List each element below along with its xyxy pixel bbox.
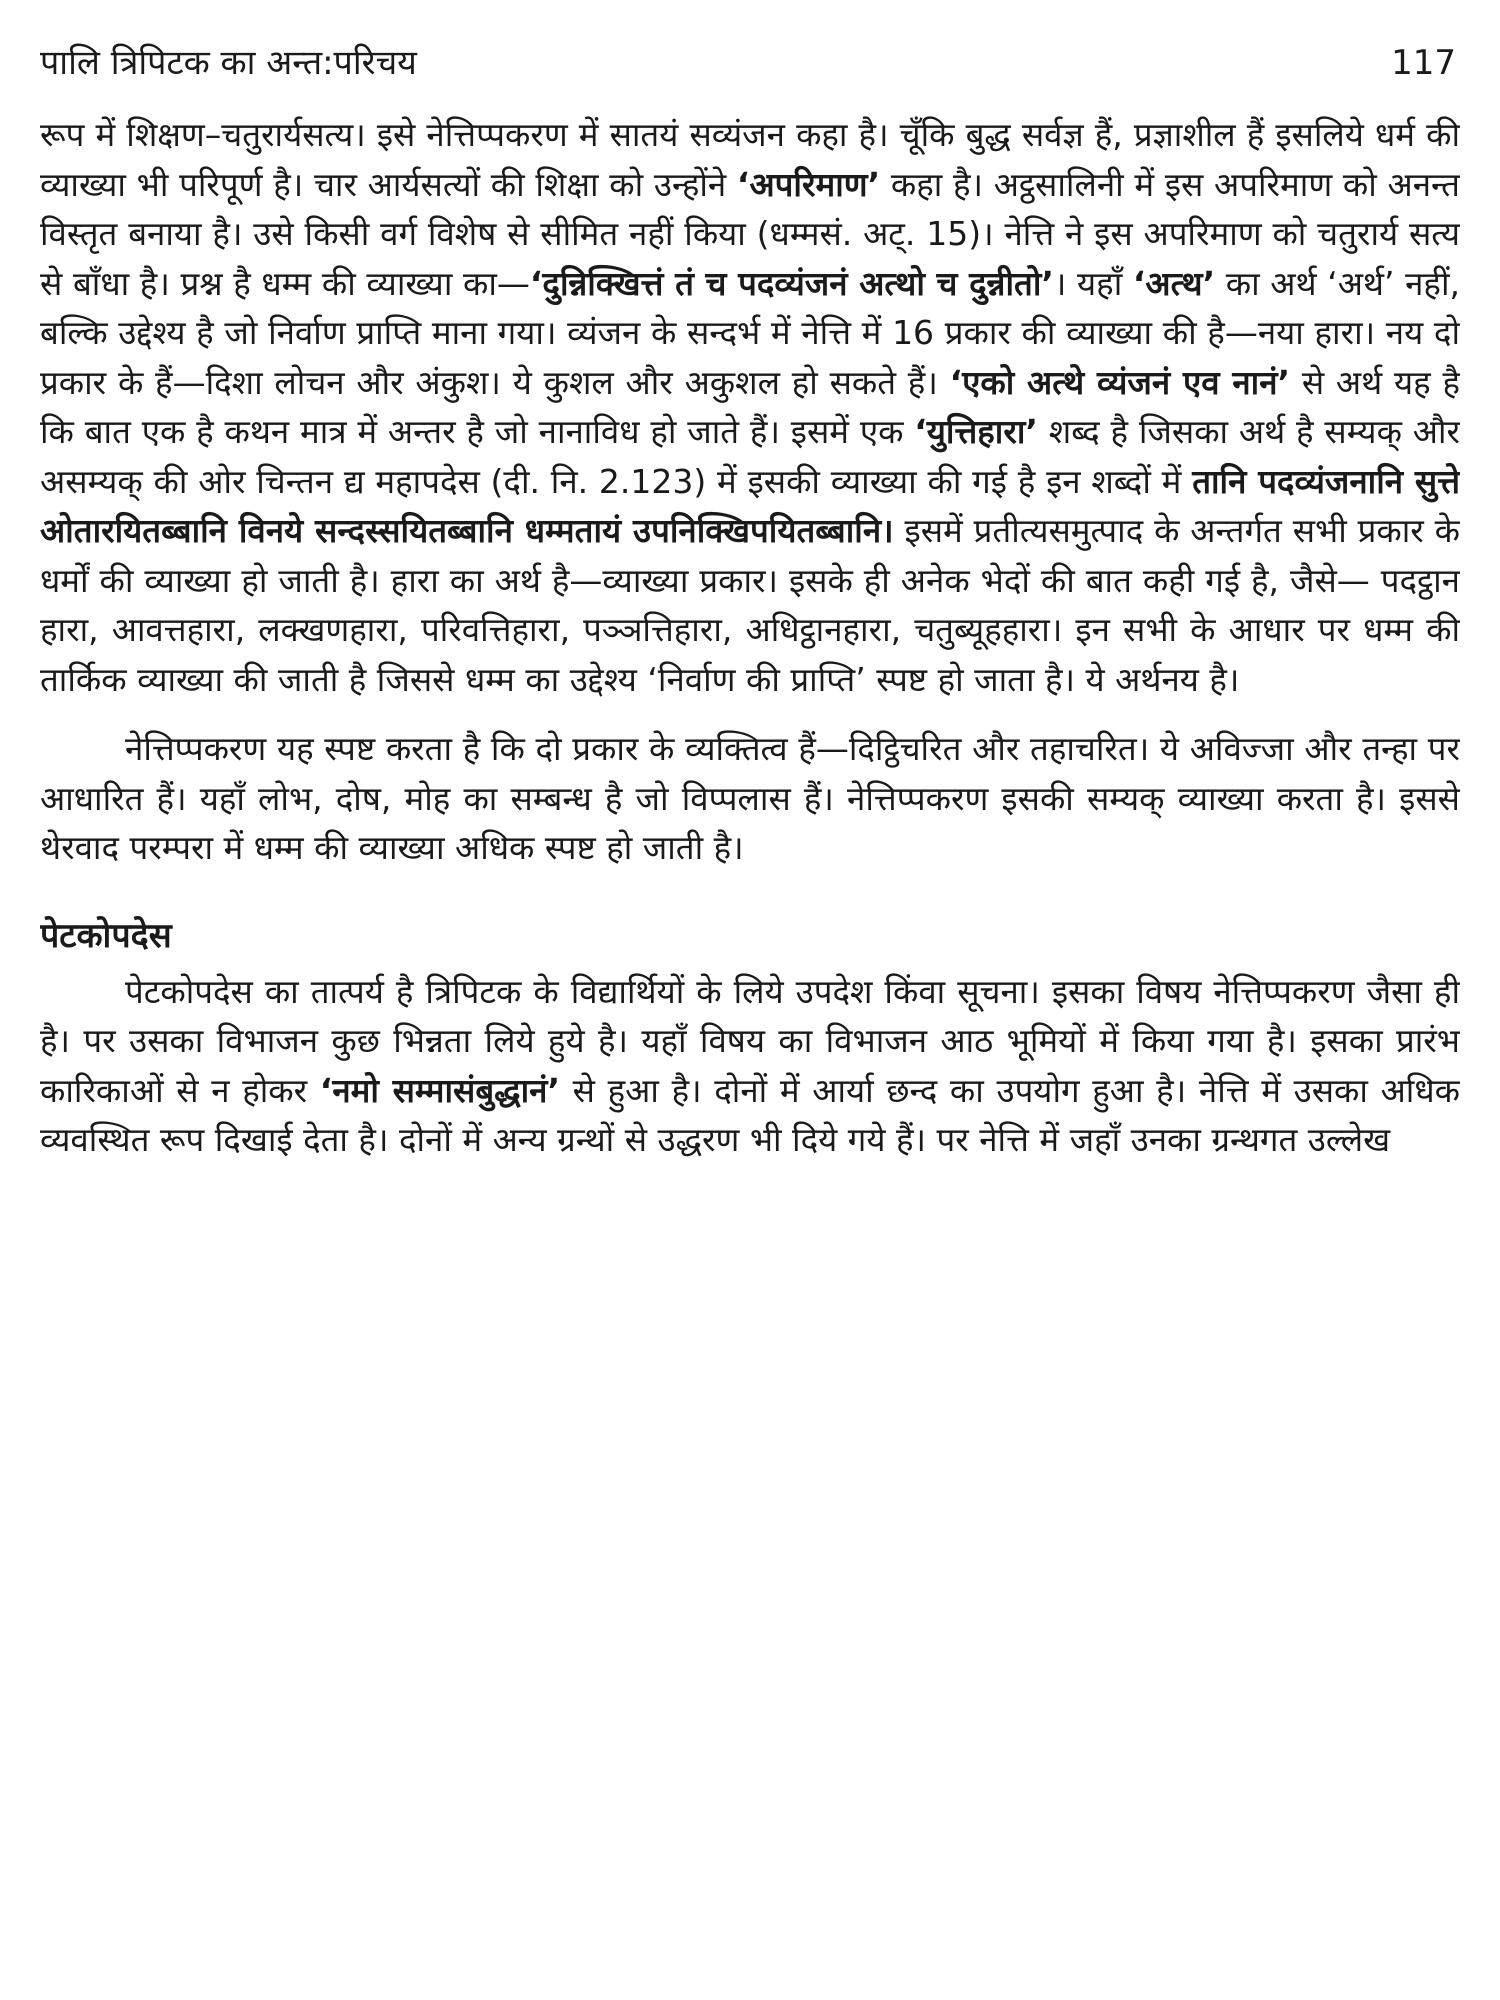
section-heading: पेटकोपदेस <box>40 915 172 956</box>
para1-bold-attha: ‘अत्थ’ <box>1132 263 1216 303</box>
page-number: 117 <box>1391 43 1456 83</box>
paragraph-2: नेत्तिप्पकरण यह स्पष्ट करता है कि दो प्रकार के व्यक्तित्व हैं—दिट्ठिचरित और तहाचरित। ये अविज्जा और तन्हा पर आधारित हैं। यहाँ लोभ, दोष, मोह का सम्बन्ध है जो विप्पलास हैं। नेत्तिप्पकरण इसकी सम्यक् व्याख्या करता है। इससे थेरवाद परम्परा में धम्म की व्याख्या अधिक स्पष्ट हो जाती है। <box>40 729 1460 867</box>
para1-text-5: से अर्थ यह है कि बात एक है कथन मात्र में अन्तर है जो नानाविध हो जाते हैं। इसमें एक <box>40 362 1460 451</box>
para1-bold-eko: ‘एको अत्थे व्यंजनं एव नानं’ <box>949 362 1291 402</box>
paragraph-3 <box>40 967 1460 1165</box>
para3-text-1: पेटकोपदेस का तात्पर्य है त्रिपिटक के विद्यार्थियों के लिये उपदेश किंवा सूचना। इसका विषय नेत्तिप्पकरण जैसा ही है। पर उसका विभाजन कुछ भिन्नता लिये हुये है। यहाँ विषय का विभाजन आठ भूमियों में किया गया है। इसका प्रारंभ कारिकाओं से न होकर <box>40 971 1460 1110</box>
para1-bold-pali-quote: तानि पदव्यंजनानि सुत्ते ओतारयितब्बानि विनये सन्दस्सयितब्बानि धम्मतायं उपनिक्खिपयितब्बानि। <box>40 461 1460 550</box>
para3-bold-namo: ‘नमो सम्मासंबुद्धानं’ <box>319 1070 560 1110</box>
para1-text-3: । यहाँ <box>1053 263 1133 303</box>
para1-bold-yuttihara: ‘युत्तिहारा’ <box>914 412 1038 451</box>
para1-text-7: इसमें प्रतीत्यसमुत्पाद के अन्तर्गत सभी प्रकार के धर्मों की व्याख्या हो जाती है। हारा का अर्थ है—व्याख्या प्रकार। इसके ही अनेक भेदों की बात कही गई है, जैसे— पदट्ठान हारा, आवत्तहारा, लक्खणहारा, परिवत्तिहारा, पञ्ञत्तिहारा, अधिट्ठानहारा, चतुब्यूहहारा। इन सभी के आधार पर धम्म की तार्किक व्याख्या की जाती है जिससे धम्म का उद्देश्य ‘निर्वाण की प्राप्ति’ स्पष्ट हो जाता है। ये अर्थनय है। <box>40 511 1460 699</box>
running-header <box>40 40 1460 96</box>
para3-text-2: से हुआ है। दोनों में आर्या छन्द का उपयोग हुआ है। नेत्ति में उसका अधिक व्यवस्थित रूप दिखाई देता है। दोनों में अन्य ग्रन्थों से उद्धरण भी दिये गये हैं। पर नेत्ति में जहाँ उनका ग्रन्थगत उल्लेख <box>40 1070 1460 1159</box>
para1-text-2: कहा है। अट्ठसालिनी में इस अपरिमाण को अनन्त विस्तृत बनाया है। उसे किसी वर्ग विशेष से सीमित नहीं किया (धम्मसं. अट्. 15)। नेत्ति ने इस अपरिमाण को चतुरार्य सत्य से बाँधा है। प्रश्न है धम्म की व्याख्या का— <box>40 164 1460 303</box>
para1-bold-quote: ‘दुन्निक्खित्तं तं च पदव्यंजनं अत्थो च दुन्नीतो’ <box>529 263 1054 303</box>
para1-text-4: का अर्थ ‘अर्थ’ नहीं, बल्कि उद्देश्य है जो निर्वाण प्राप्ति माना गया। व्यंजन के सन्दर्भ में नेत्ति में 16 प्रकार की व्याख्या की है—नया हारा। नय दो प्रकार के हैं—दिशा लोचन और अंकुश। ये कुशल और अकुशल हो सकते हैं। <box>40 263 1460 402</box>
para1-bold-aparimana: ‘अपरिमाण’ <box>736 164 881 204</box>
book-page <box>40 40 1460 1970</box>
paragraph-1 <box>40 110 1460 704</box>
para1-text-1: रूप में शिक्षण–चतुरार्यसत्य। इसे नेत्तिप्पकरण में सातयं सव्यंजन कहा है। चूँकि बुद्ध सर्वज्ञ हैं, प्रज्ञाशील हैं इसलिये धर्म की व्याख्या भी परिपूर्ण है। चार आर्यसत्यों की शिक्षा को उन्होंने <box>40 115 1460 204</box>
para1-text-6: शब्द है जिसका अर्थ है सम्यक् और असम्यक् की ओर चिन्तन द्य महापदेस (दी. नि. 2.123) में इसकी व्याख्या की गई है इन शब्दों में <box>40 412 1460 501</box>
book-title: पालि त्रिपिटक का अन्त:परिचय <box>40 43 417 83</box>
